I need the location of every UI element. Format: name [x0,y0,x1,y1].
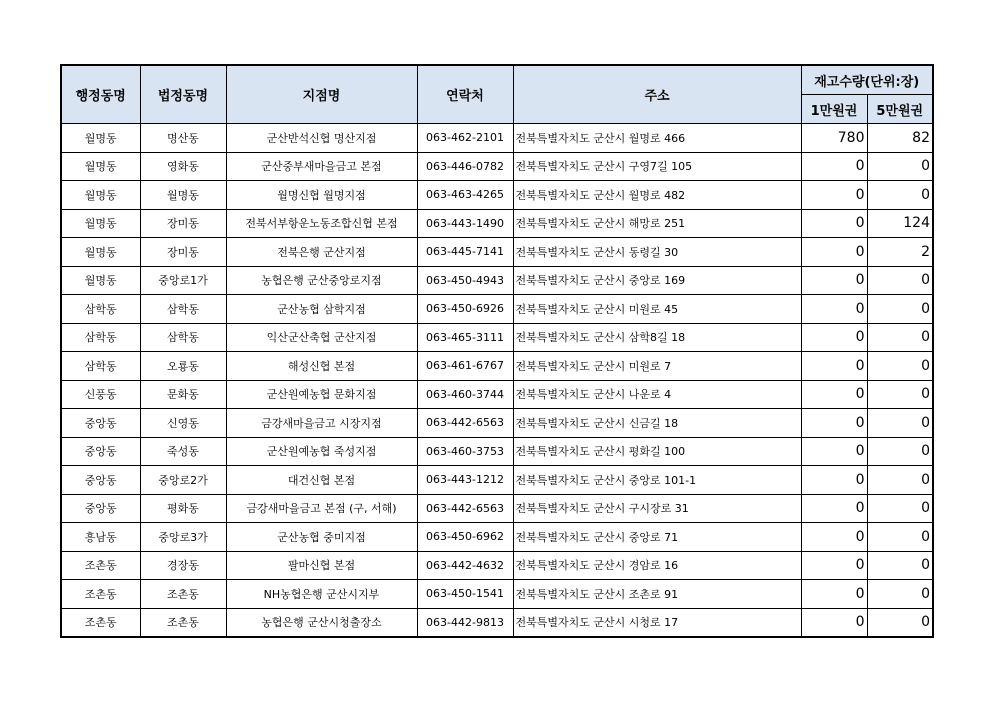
legal-dong-cell: 명산동 [140,124,226,153]
stock-10k-cell: 0 [801,266,867,295]
table-row [61,523,933,552]
contact-cell: 063-446-0782 [417,152,513,181]
admin-dong-cell: 삼학동 [61,295,140,324]
contact-cell: 063-462-2101 [417,124,513,153]
stock-50k-cell: 0 [867,181,933,210]
legal-dong-cell: 월명동 [140,181,226,210]
branch-name-cell: 군산원예농협 문화지점 [226,380,417,409]
table-row [61,238,933,267]
address-cell: 전북특별자치도 군산시 미원로 45 [513,295,801,324]
admin-dong-cell: 흥남동 [61,523,140,552]
legal-dong-cell: 문화동 [140,380,226,409]
admin-dong-cell: 월명동 [61,266,140,295]
legal-dong-cell: 평화동 [140,494,226,523]
branch-name-cell: 금강새마을금고 시장지점 [226,409,417,438]
address-cell: 전북특별자치도 군산시 구영7길 105 [513,152,801,181]
stock-50k-cell: 0 [867,580,933,609]
contact-cell: 063-450-6926 [417,295,513,324]
col-branch: 지점명 [226,65,417,124]
admin-dong-cell: 조촌동 [61,551,140,580]
admin-dong-cell: 삼학동 [61,352,140,381]
address-cell: 전북특별자치도 군산시 중앙로 71 [513,523,801,552]
stock-50k-cell: 0 [867,152,933,181]
branch-name-cell: 군산농협 중미지점 [226,523,417,552]
admin-dong-cell: 월명동 [61,209,140,238]
stock-50k-cell: 0 [867,608,933,637]
contact-cell: 063-443-1490 [417,209,513,238]
branch-name-cell: 대건신협 본점 [226,466,417,495]
address-cell: 전북특별자치도 군산시 중앙로 169 [513,266,801,295]
stock-50k-cell: 0 [867,494,933,523]
address-cell: 전북특별자치도 군산시 미원로 7 [513,352,801,381]
branch-name-cell: 익산군산축협 군산지점 [226,323,417,352]
address-cell: 전북특별자치도 군산시 월명로 466 [513,124,801,153]
stock-50k-cell: 0 [867,266,933,295]
table-row [61,209,933,238]
stock-50k-cell: 0 [867,352,933,381]
stock-10k-cell: 0 [801,181,867,210]
contact-cell: 063-442-6563 [417,494,513,523]
address-cell: 전북특별자치도 군산시 평화길 100 [513,437,801,466]
legal-dong-cell: 중앙로1가 [140,266,226,295]
branch-name-cell: 군산반석신협 명산지점 [226,124,417,153]
table-row [61,152,933,181]
address-cell: 전북특별자치도 군산시 나운로 4 [513,380,801,409]
stock-50k-cell: 0 [867,437,933,466]
branch-name-cell: 전북서부항운노동조합신협 본점 [226,209,417,238]
table-row [61,608,933,637]
table-row [61,295,933,324]
admin-dong-cell: 월명동 [61,238,140,267]
stock-10k-cell: 0 [801,494,867,523]
col-stock: 재고수량(단위:장) [801,65,933,95]
stock-50k-cell: 82 [867,124,933,153]
table-row [61,266,933,295]
branch-name-cell: 군산농협 삼학지점 [226,295,417,324]
stock-50k-cell: 0 [867,323,933,352]
table-row [61,380,933,409]
table-row [61,494,933,523]
stock-10k-cell: 0 [801,152,867,181]
table-row [61,466,933,495]
col-legal-dong: 법정동명 [140,65,226,124]
admin-dong-cell: 월명동 [61,181,140,210]
stock-50k-cell: 0 [867,523,933,552]
branch-stock-table [60,64,934,638]
stock-50k-cell: 0 [867,551,933,580]
contact-cell: 063-463-4265 [417,181,513,210]
address-cell: 전북특별자치도 군산시 경암로 16 [513,551,801,580]
legal-dong-cell: 신영동 [140,409,226,438]
admin-dong-cell: 중앙동 [61,494,140,523]
stock-10k-cell: 0 [801,409,867,438]
address-cell: 전북특별자치도 군산시 월명로 482 [513,181,801,210]
contact-cell: 063-442-4632 [417,551,513,580]
legal-dong-cell: 조촌동 [140,580,226,609]
col-address: 주소 [513,65,801,124]
address-cell: 전북특별자치도 군산시 구시장로 31 [513,494,801,523]
branch-name-cell: 금강새마을금고 본점 (구, 서해) [226,494,417,523]
legal-dong-cell: 장미동 [140,209,226,238]
stock-10k-cell: 780 [801,124,867,153]
branch-name-cell: 농협은행 군산시청출장소 [226,608,417,637]
stock-10k-cell: 0 [801,551,867,580]
stock-10k-cell: 0 [801,580,867,609]
address-cell: 전북특별자치도 군산시 삼학8길 18 [513,323,801,352]
table-row [61,551,933,580]
table-row [61,323,933,352]
contact-cell: 063-460-3744 [417,380,513,409]
admin-dong-cell: 조촌동 [61,608,140,637]
table-row [61,409,933,438]
legal-dong-cell: 삼학동 [140,295,226,324]
branch-name-cell: 해성신협 본점 [226,352,417,381]
legal-dong-cell: 장미동 [140,238,226,267]
stock-10k-cell: 0 [801,209,867,238]
legal-dong-cell: 영화동 [140,152,226,181]
address-cell: 전북특별자치도 군산시 시청로 17 [513,608,801,637]
contact-cell: 063-460-3753 [417,437,513,466]
branch-name-cell: NH농협은행 군산시지부 [226,580,417,609]
legal-dong-cell: 중앙로3가 [140,523,226,552]
stock-10k-cell: 0 [801,523,867,552]
contact-cell: 063-450-4943 [417,266,513,295]
stock-50k-cell: 124 [867,209,933,238]
legal-dong-cell: 조촌동 [140,608,226,637]
col-admin-dong: 행정동명 [61,65,140,124]
table-row [61,580,933,609]
legal-dong-cell: 오룡동 [140,352,226,381]
col-50k: 5만원권 [867,95,933,124]
legal-dong-cell: 죽성동 [140,437,226,466]
contact-cell: 063-465-3111 [417,323,513,352]
contact-cell: 063-443-1212 [417,466,513,495]
address-cell: 전북특별자치도 군산시 해망로 251 [513,209,801,238]
stock-50k-cell: 0 [867,466,933,495]
address-cell: 전북특별자치도 군산시 조촌로 91 [513,580,801,609]
address-cell: 전북특별자치도 군산시 동령길 30 [513,238,801,267]
admin-dong-cell: 월명동 [61,152,140,181]
branch-name-cell: 월명신협 월명지점 [226,181,417,210]
admin-dong-cell: 삼학동 [61,323,140,352]
contact-cell: 063-450-1541 [417,580,513,609]
table-row [61,352,933,381]
stock-10k-cell: 0 [801,466,867,495]
branch-name-cell: 전북은행 군산지점 [226,238,417,267]
legal-dong-cell: 삼학동 [140,323,226,352]
stock-10k-cell: 0 [801,295,867,324]
branch-name-cell: 군산중부새마을금고 본점 [226,152,417,181]
admin-dong-cell: 신풍동 [61,380,140,409]
contact-cell: 063-442-6563 [417,409,513,438]
stock-10k-cell: 0 [801,323,867,352]
admin-dong-cell: 조촌동 [61,580,140,609]
stock-50k-cell: 2 [867,238,933,267]
branch-name-cell: 농협은행 군산중앙로지점 [226,266,417,295]
branch-name-cell: 팔마신협 본점 [226,551,417,580]
branch-name-cell: 군산원예농협 죽성지점 [226,437,417,466]
table-row [61,181,933,210]
stock-50k-cell: 0 [867,409,933,438]
admin-dong-cell: 월명동 [61,124,140,153]
stock-50k-cell: 0 [867,295,933,324]
legal-dong-cell: 중앙로2가 [140,466,226,495]
admin-dong-cell: 중앙동 [61,466,140,495]
contact-cell: 063-445-7141 [417,238,513,267]
address-cell: 전북특별자치도 군산시 중앙로 101-1 [513,466,801,495]
stock-10k-cell: 0 [801,238,867,267]
legal-dong-cell: 경장동 [140,551,226,580]
address-cell: 전북특별자치도 군산시 신금길 18 [513,409,801,438]
contact-cell: 063-461-6767 [417,352,513,381]
stock-10k-cell: 0 [801,437,867,466]
stock-10k-cell: 0 [801,608,867,637]
admin-dong-cell: 중앙동 [61,409,140,438]
table-row [61,124,933,153]
contact-cell: 063-442-9813 [417,608,513,637]
col-10k: 1만원권 [801,95,867,124]
stock-50k-cell: 0 [867,380,933,409]
table-body [61,124,933,638]
stock-10k-cell: 0 [801,380,867,409]
table-row [61,437,933,466]
admin-dong-cell: 중앙동 [61,437,140,466]
col-contact: 연락처 [417,65,513,124]
contact-cell: 063-450-6962 [417,523,513,552]
stock-10k-cell: 0 [801,352,867,381]
